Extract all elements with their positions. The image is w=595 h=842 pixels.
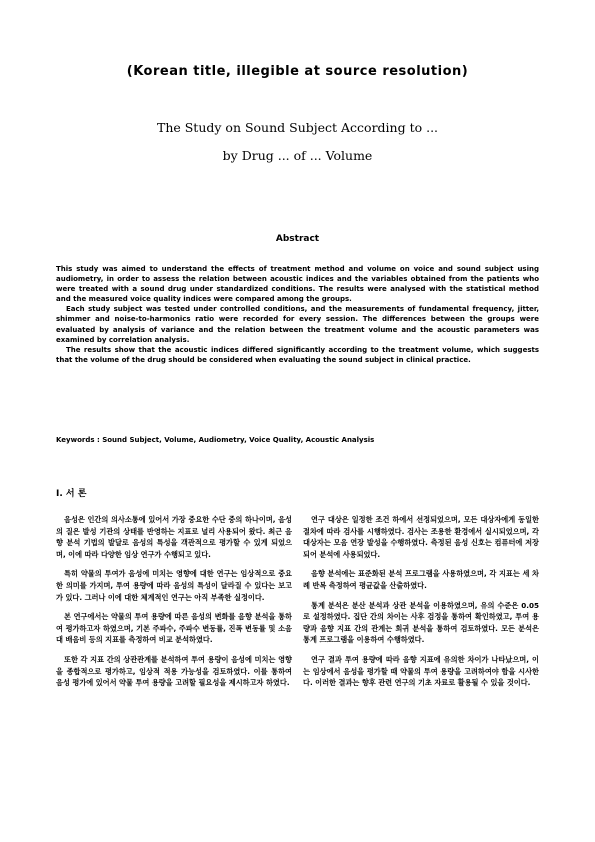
body-paragraph: 특히 약물의 투여가 음성에 미치는 영향에 대한 연구는 임상적으로 중요한 의미를 가지며, 투여 용량에 따라 음성의 특성이 달라질 수 있다는 보고가 있다. 그러나 이에 대한 체계적인 연구는 아직 부족한 실정이다.: [56, 569, 292, 602]
body-column-left: [56, 514, 292, 697]
abstract-paragraph: Each study subject was tested under controlled conditions, and the measurements of fundamental frequency, jitter, shimmer and noise-to-harmonics ratio were recorded for every session. The differences between the groups were evaluated by analysis of variance and the relation between the treatment volume and the acoustic parameters was examined by correlation analysis.: [56, 305, 539, 344]
abstract-paragraph: The results show that the acoustic indices differed significantly according to the treatment volume, which suggests that the volume of the drug should be considered when evaluating the sound subject in clinical practice.: [56, 345, 539, 364]
abstract-paragraph: This study was aimed to understand the effects of treatment method and volume on voice and sound subject using audiometry, in order to assess the relation between acoustic indices and the variables obtained from the patients who were treated with a sound drug under standardized conditions. The results were analysed with the statistical method and the measured voice quality indices were compared among the groups.: [56, 265, 539, 304]
paper-title-korean: (Korean title, illegible at source resolution): [126, 64, 469, 79]
body-paragraph: 연구 결과 투여 용량에 따라 음향 지표에 유의한 차이가 나타났으며, 이는 임상에서 음성을 평가할 때 약물의 투여 용량을 고려하여야 함을 시사한다. 이러한 결과는 향후 관련 연구의 기초 자료로 활용될 수 있을 것이다.: [303, 654, 539, 688]
body-paragraph: 음성은 인간의 의사소통에 있어서 가장 중요한 수단 중의 하나이며, 음성의 질은 발성 기관의 상태를 반영하는 지표로 널리 사용되어 왔다. 최근 음향 분석 기법의 발달로 음성의 특성을 객관적으로 평가할 수 있게 되었으며, 이에 따라 다양한 임상 연구가 수행되고 있다.: [56, 515, 292, 559]
paper-title-english: [60, 114, 535, 170]
body-paragraph: 또한 각 지표 간의 상관관계를 분석하여 투여 용량이 음성에 미치는 영향을 종합적으로 평가하고, 임상적 적용 가능성을 검토하였다. 이를 통하여 음성 평가에 있어서 약물 투여 용량을 고려할 필요성을 제시하고자 하였다.: [56, 654, 292, 688]
title-en-line-1: The Study on Sound Subject According to ...: [156, 120, 439, 135]
title-en-line-2: by Drug ... of ... Volume: [222, 148, 373, 163]
body-paragraph: 연구 대상은 일정한 조건 하에서 선정되었으며, 모든 대상자에게 동일한 절차에 따라 검사를 시행하였다. 검사는 조용한 환경에서 실시되었으며, 각 대상자는 모음 연장 발성을 수행하였다. 측정된 음성 신호는 컴퓨터에 저장되어 분석에 사용되었다.: [303, 515, 539, 559]
abstract-heading: Abstract: [275, 234, 320, 244]
keywords: Keywords : Sound Subject, Volume, Audiometry, Voice Quality, Acoustic Analysis: [56, 436, 375, 444]
body-paragraph: 본 연구에서는 약물의 투여 용량에 따른 음성의 변화를 음향 분석을 통하여 평가하고자 하였으며, 기본 주파수, 주파수 변동률, 진폭 변동률 및 소음 대 배음비 등의 지표를 측정하여 비교 분석하였다.: [56, 612, 292, 645]
body-paragraph: 음향 분석에는 표준화된 분석 프로그램을 사용하였으며, 각 지표는 세 차례 반복 측정하여 평균값을 산출하였다.: [303, 569, 539, 590]
abstract-body: [56, 264, 539, 365]
section-heading-introduction: I. 서 론: [56, 489, 87, 499]
body-paragraph: 통계 분석은 분산 분석과 상관 분석을 이용하였으며, 유의 수준은 0.05로 설정하였다. 집단 간의 차이는 사후 검정을 통하여 확인하였고, 투여 용량과 음향 지표 간의 관계는 회귀 분석을 통하여 검토하였다. 모든 분석은 통계 프로그램을 이용하여 수행하였다.: [303, 600, 539, 645]
body-column-right: [303, 514, 539, 697]
